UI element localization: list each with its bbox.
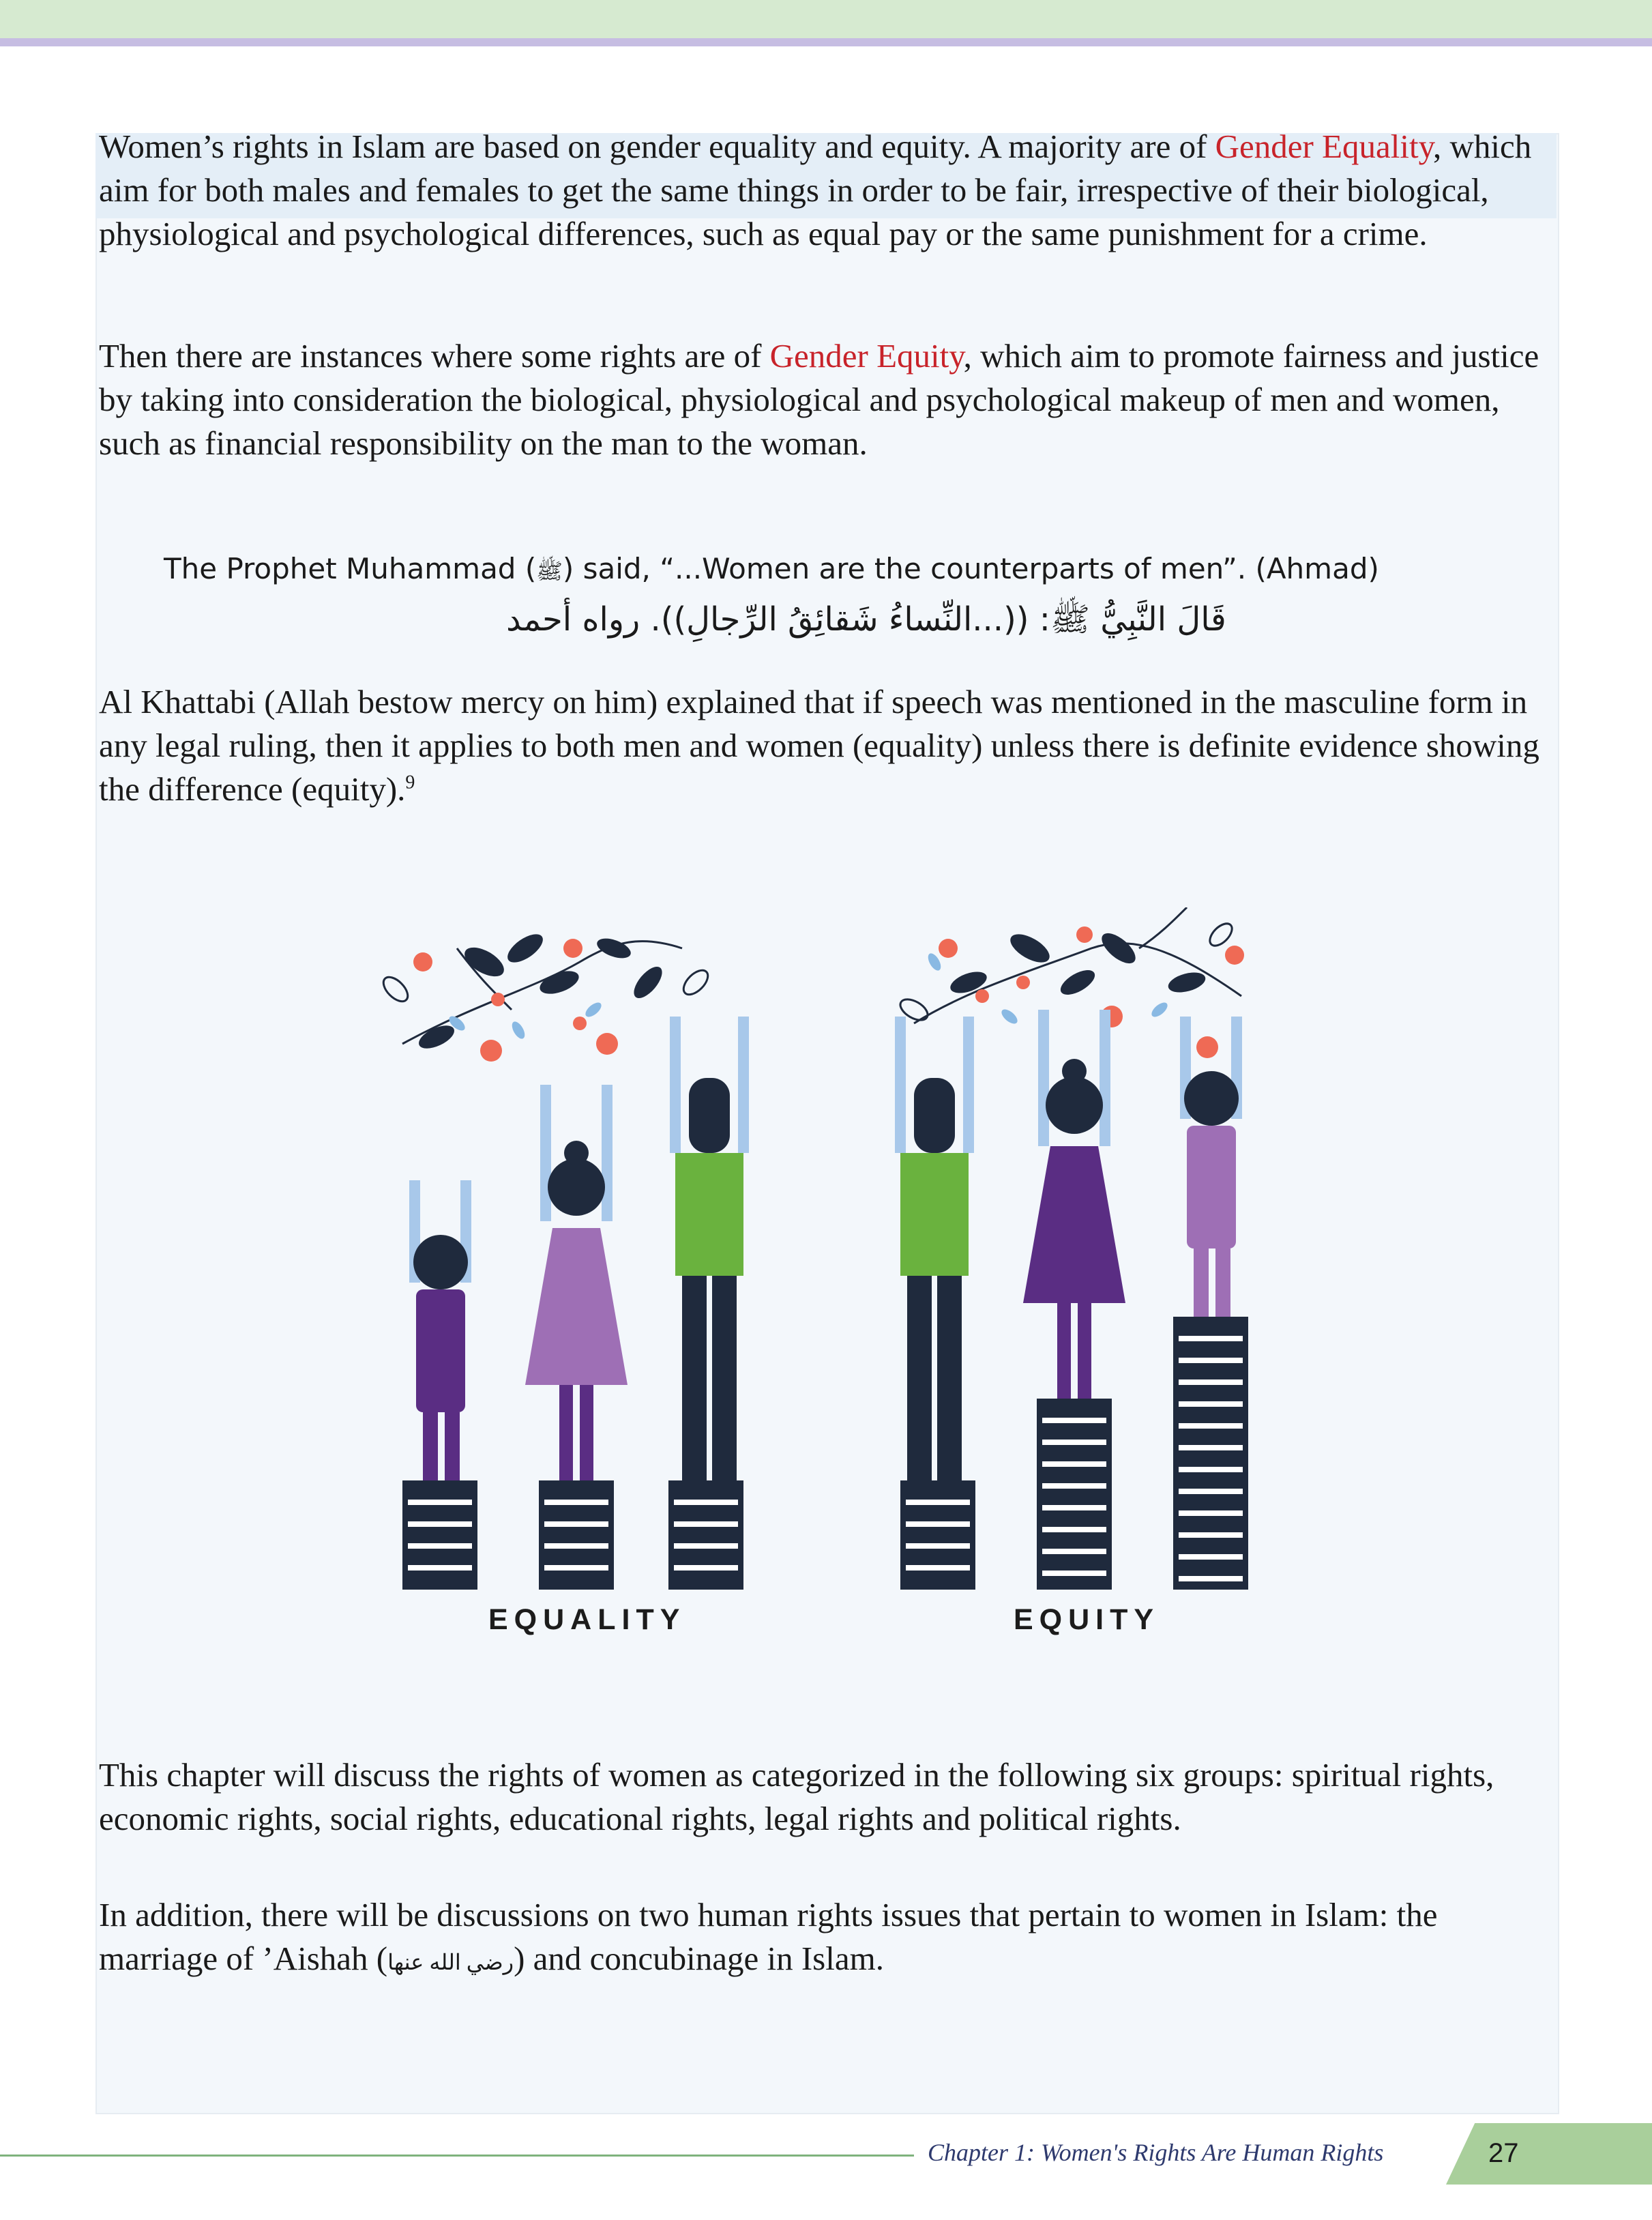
illustration-svg [355,907,1310,1603]
para1-tail: , which aim for both males and females to get the same things in order to be fair, irrespective of their biological, physiological and psychological differences, such as equal pay or the same punishment for a crime. [99,128,1532,252]
left-vine [379,929,712,1062]
para3-text: Al Khattabi (Allah bestow mercy on him) explained that if speech was mentioned in the masculine form in any legal ruling, then it applies to both men and women (equality) unless there is definite evidence showing the difference (equity). [99,683,1539,808]
paragraph-gender-equity [99,334,1559,465]
para2-lead: Then there are instances where some rights are of [99,337,770,375]
equality-equity-illustration [355,907,1310,1671]
hadith-english [164,550,1501,590]
para2-tail: , which aim to promote fairness and justice by taking into consideration the biological, physiological and psychological makeup of men and women, such as financial responsibility on the man to the woman. [99,337,1539,462]
hadith-english-before: The Prophet Muhammad ( [164,552,537,585]
equity-label: EQUITY [1014,1603,1160,1636]
equality-label: EQUALITY [488,1603,686,1636]
hadith-english-after: ) said, “...Women are the counterparts of men”. (Ahmad) [562,552,1379,585]
top-rule [0,38,1652,46]
para5-after: ) and concubinage in Islam. [514,1940,884,1977]
para4-text: This chapter will discuss the rights of women as categorized in the following six groups: spiritual rights, economic rights, social rights, educational rights, legal rights and political rights. [99,1756,1494,1837]
paragraph-six-groups [99,1753,1559,1841]
footer-chapter-title: Chapter 1: Women's Rights Are Human Rights [928,2139,1384,2166]
right-vine [897,907,1244,1058]
honorific-aishah: رضي الله عنها [387,1950,514,1974]
footer-rule [0,2155,914,2157]
equality-stacks [402,1480,743,1590]
equality-child-figure [409,1180,471,1480]
equality-woman-figure [525,1085,628,1480]
term-gender-equality: Gender Equality [1215,128,1433,165]
equity-child-figure [1180,1017,1242,1317]
para5-before: In addition, there will be discussions on two human rights issues that pertain to women in Islam: the marriage of ’Aishah ( [99,1896,1438,1977]
top-color-band [0,0,1652,38]
equality-man-figure [670,1017,749,1480]
footnote-marker: 9 [405,772,415,793]
paragraph-gender-equality [99,125,1559,256]
term-gender-equity: Gender Equity [769,337,964,375]
hadith-arabic: قَالَ النَّبِيُّ ﷺ: ((...النِّساءُ شَقائِقُ الرِّجالِ)). رواه أحمد [506,600,1226,639]
paragraph-al-khattabi [99,680,1559,811]
footer-page-tab [1446,2123,1652,2185]
honorific-symbol: ﷺ [536,558,563,584]
page-number: 27 [1488,2138,1519,2168]
para1-lead: Women’s rights in Islam are based on gender equality and equity. A majority are of [99,128,1215,165]
equity-man-figure [895,1017,974,1480]
paragraph-human-rights-issues [99,1893,1559,1984]
equity-woman-figure [1023,1010,1125,1399]
